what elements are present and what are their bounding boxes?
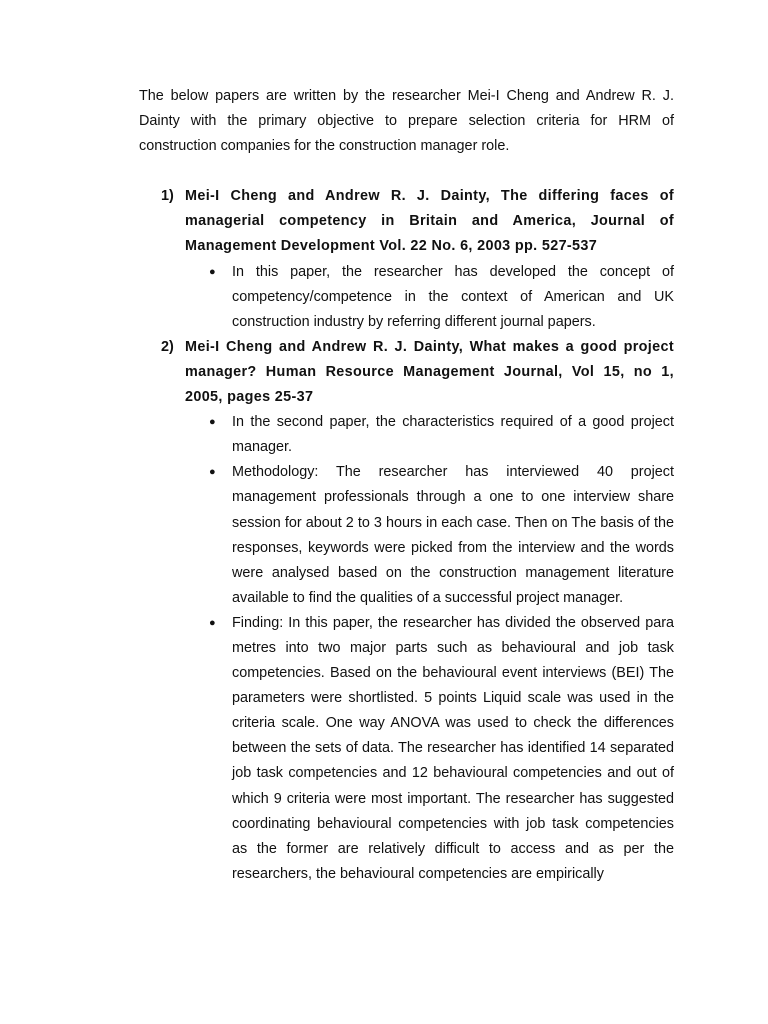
bullet-text: In the second paper, the characteristics required of a good project manager. bbox=[232, 414, 674, 456]
bullet-text: Methodology: The researcher has interviewed 40 project management professionals through a one to one interview share session for about 2 to 3 hours in each case. Then on The basis of the responses, keywords were picked from the interview and the words were analysed based on the construction management literature available to find the qualities of a successful project manager. bbox=[232, 464, 674, 606]
bullet-item bbox=[185, 611, 674, 887]
bullet-icon: ● bbox=[209, 616, 216, 629]
bullet-icon: ● bbox=[209, 265, 216, 278]
intro-paragraph: The below papers are written by the researcher Mei-I Cheng and Andrew R. J. Dainty with the primary objective to prepare selection criteria for HRM of construction companies for the construction manager role. bbox=[139, 88, 674, 155]
reference-item bbox=[139, 184, 674, 335]
bullet-icon: ● bbox=[209, 466, 216, 479]
bullet-text: Finding: In this paper, the researcher has divided the observed para metres into two major parts such as behavioural and job task competencies. Based on the behavioural event interviews (BEI) The parameters were shortlisted. 5 points Liquid scale was used in the criteria scale. One way ANOVA was used to check the differences between the sets of data. The researcher has identified 14 separated job task competencies and 12 behavioural competencies and out of which 9 criteria were most important. The researcher has suggested coordinating behavioural competencies with job task competencies as the former are relatively difficult to access and as per the researchers, the behavioural competencies are empirically bbox=[232, 614, 674, 882]
bullet-list bbox=[185, 410, 674, 887]
bullet-item bbox=[185, 260, 674, 335]
bullet-item bbox=[185, 410, 674, 460]
reference-number: 2) bbox=[161, 338, 174, 355]
reference-item bbox=[139, 335, 674, 887]
reference-list bbox=[139, 184, 674, 887]
bullet-icon: ● bbox=[209, 416, 216, 429]
reference-number: 1) bbox=[161, 188, 174, 205]
reference-title: Mei-I Cheng and Andrew R. J. Dainty, What makes a good project manager? Human Resource Management Journal, Vol 15, no 1, 2005, pages 25-37 bbox=[185, 338, 674, 406]
bullet-list bbox=[185, 260, 674, 335]
reference-title: Mei-I Cheng and Andrew R. J. Dainty, The differing faces of managerial competency in Britain and America, Journal of Management Development Vol. 22 No. 6, 2003 pp. 527-537 bbox=[185, 188, 674, 255]
bullet-text: In this paper, the researcher has developed the concept of competency/competence in the context of American and UK construction industry by referring different journal papers. bbox=[232, 263, 674, 330]
document-page bbox=[139, 84, 674, 887]
bullet-item bbox=[185, 460, 674, 611]
